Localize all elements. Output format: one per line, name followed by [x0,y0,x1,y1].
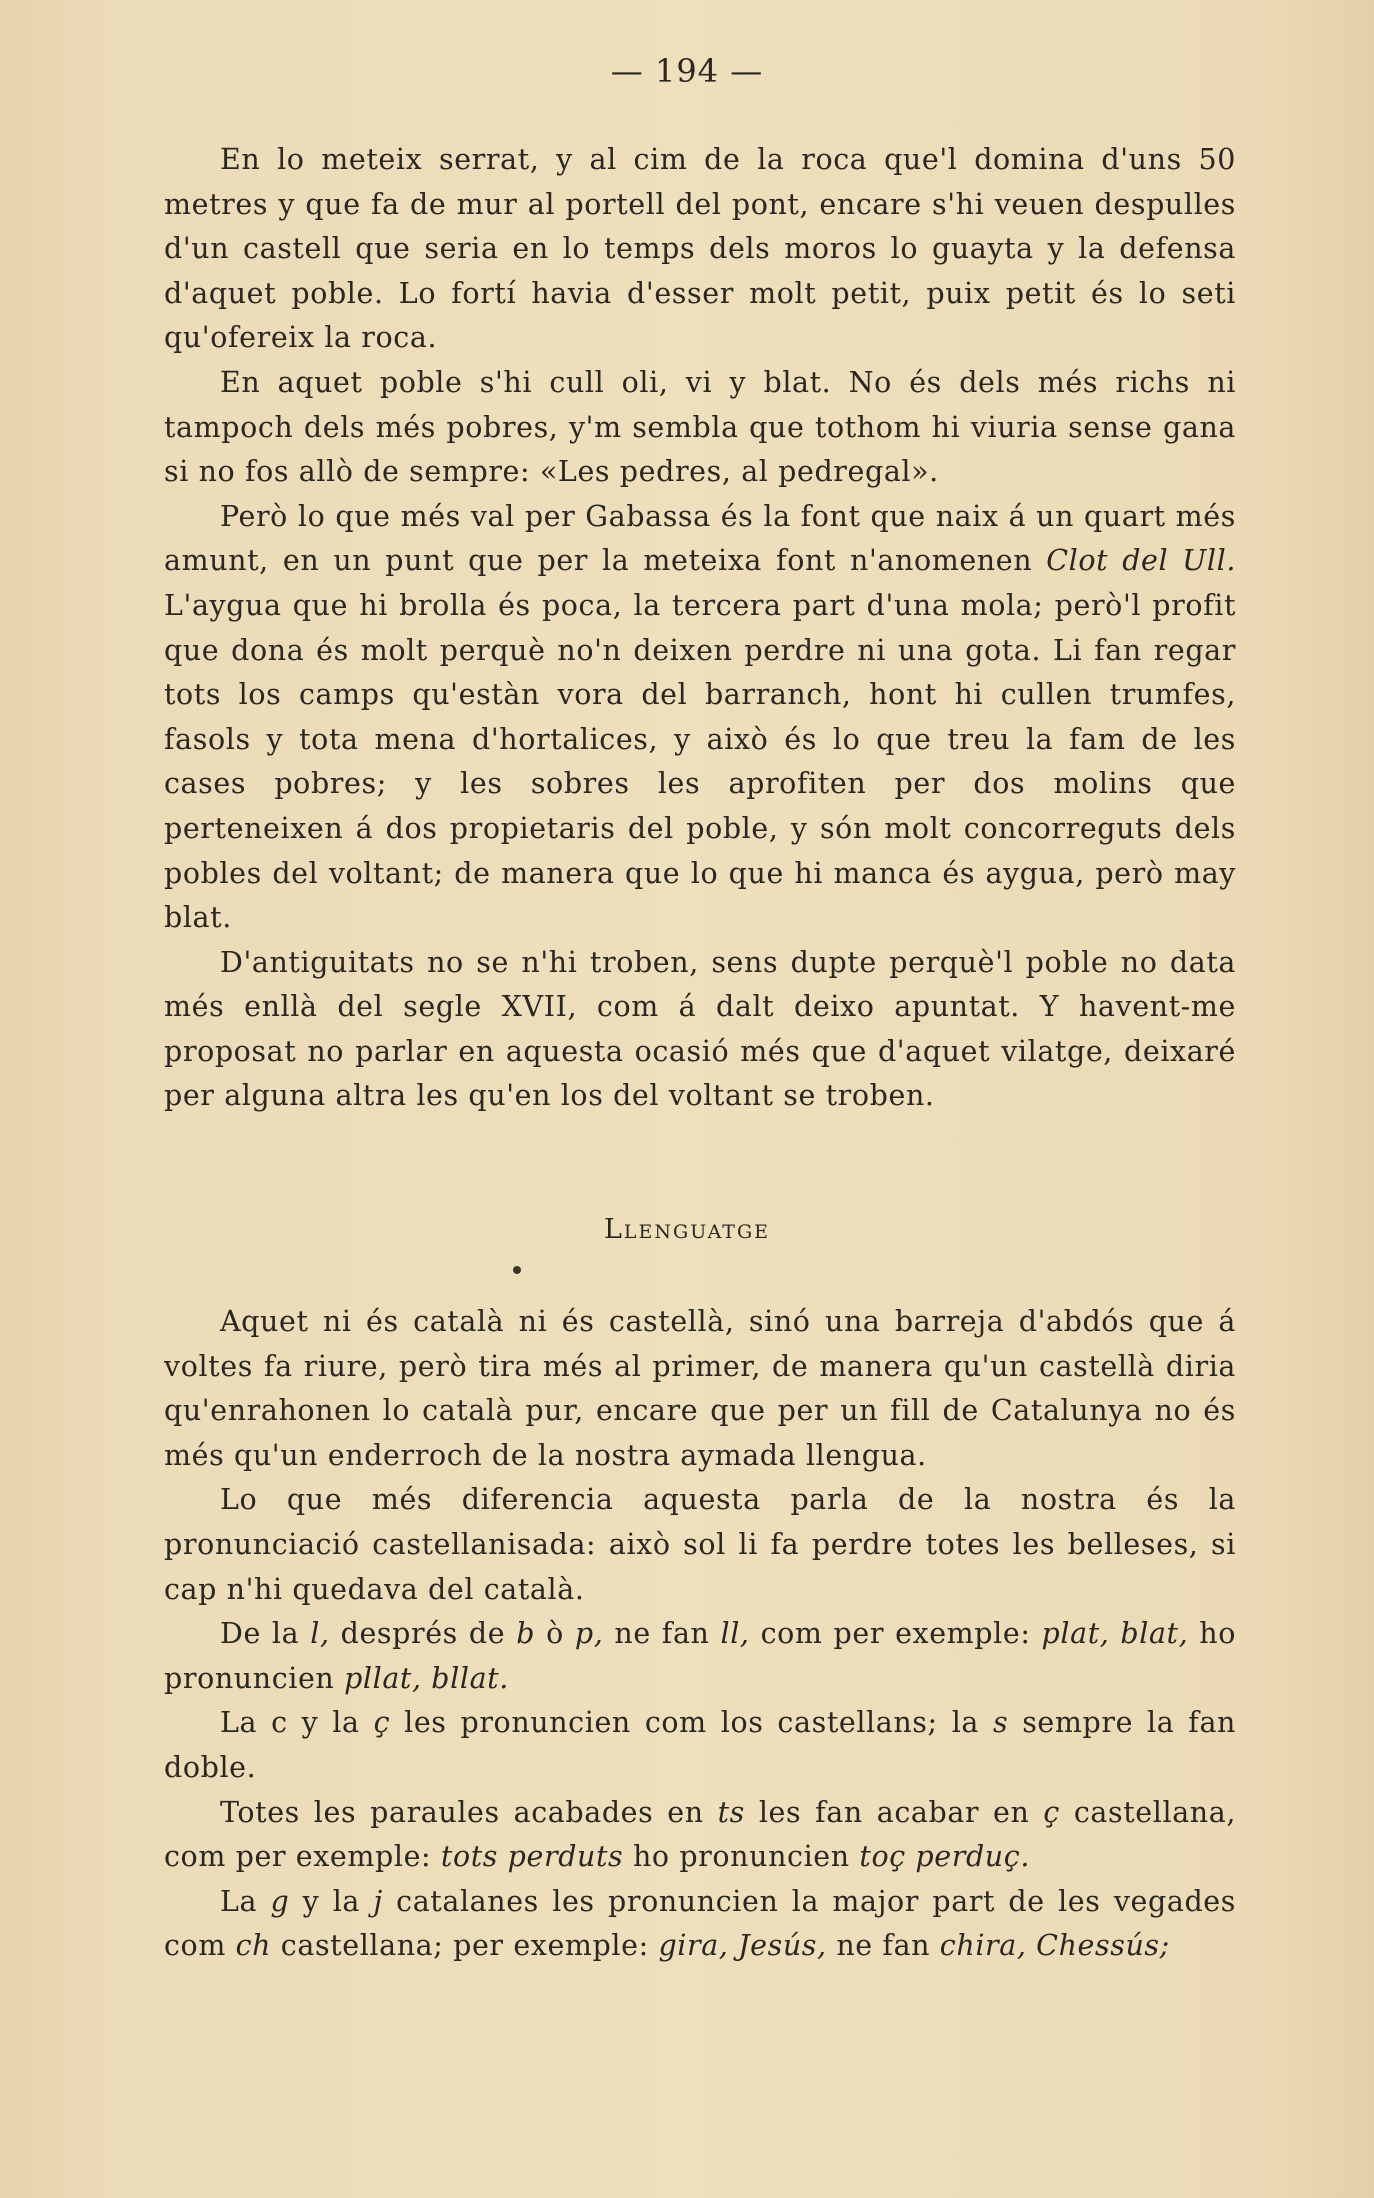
text: com per exemple: [749,1617,1042,1651]
text: ò [535,1617,575,1651]
text: ho pronuncien [623,1840,860,1874]
letter-example: p, [574,1617,604,1651]
word-example: gira, Jesús, [658,1929,827,1963]
word-example: plat, blat, [1041,1617,1189,1651]
section-heading: Llenguatge [603,1214,771,1245]
text: catalanes les pronuncien la major part de les vegades com [164,1884,1236,1963]
text: De la [220,1617,311,1651]
text: ne fan [603,1617,721,1651]
paragraph-spring-text-a: Però lo que més val per Gabassa és la font que naix á un quart més amunt, en un punt que per la meteixa font n'anomenen [164,499,1236,578]
paragraph-spring [164,495,1236,941]
letter-example: b [516,1617,536,1651]
word-example: tots perduts [440,1840,624,1874]
text: La c y la [220,1706,374,1740]
paragraph-castle: En lo meteix serrat, y al cim de la roca que'l domina d'uns 50 metres y que fa de mur al portell del pont, encare s'hi veuen despulles d'un castell que seria en lo temps dels moros lo guayta y la defensa d'aquet poble. Lo fortí havia d'esser molt petit, puix petit és lo seti qu'ofereix la roca. [164,143,1236,355]
text: després de [329,1617,517,1651]
text: ne fan [826,1929,940,1963]
text: Totes les paraules acabades en [220,1795,718,1829]
word-example: pllat, bllat. [344,1661,509,1695]
letter-example: ll, [720,1617,750,1651]
body-text [164,138,1236,1119]
paragraph-ts-rule [164,1791,1236,1880]
letter-example: l, [310,1617,330,1651]
place-name-clot-del-ull: Clot del Ull. [1046,544,1236,578]
page-number: — 194 — [610,52,764,90]
text: les fan acabar en [744,1795,1044,1829]
letter-example: ç [373,1706,391,1740]
letter-example: ts [717,1795,745,1829]
letter-example: j [373,1884,383,1918]
word-example: toç perduç. [859,1840,1030,1874]
language-section-text [164,1300,1236,1969]
letter-example: g [270,1884,290,1918]
letter-example: ç [1043,1795,1060,1829]
text: castellana; per exemple: [271,1929,659,1963]
paragraph-l-rule [164,1612,1236,1701]
text: y la [289,1884,374,1918]
text: ho pronuncien [164,1617,1236,1695]
text: castellana, com per exemple: [164,1795,1236,1874]
text: les pronuncien com los castellans; la [390,1706,993,1740]
paragraph-spring-text-c: L'aygua que hi brolla és poca, la tercera part d'una mola; però'l profit que dona és molt perquè no'n deixen perdre ni una gota. Li fan regar tots los camps qu'estàn vora del barranch, hont hi cullen trumfes, fasols y tota mena d'hortalices, y això és lo que treu la fam de les cases pobres; y les sobres les aprofiten per dos molins que perteneixen á dos propietaris del poble, y són molt concorreguts dels pobles del voltant; de manera que lo que hi manca és aygua, però may blat. [164,588,1236,935]
word-example: chira, Chessús; [939,1929,1170,1963]
letter-example: ch [235,1929,272,1963]
text: sempre la fan doble. [164,1706,1236,1784]
paragraph-crops: En aquet poble s'hi cull oli, vi y blat. No és dels més richs ni tampoch dels més pobres, y'm sembla que tothom hi viuria sense gana si no fos allò de sempre: «Les pedres, al pedregal». [164,365,1236,489]
ink-speck [513,1266,521,1274]
paragraph-language-intro: Aquet ni és català ni és castellà, sinó una barreja d'abdós que á voltes fa riure, però tira més al primer, de manera qu'un castellà diria qu'enrahonen lo català pur, encare que per un fill de Catalunya no és més qu'un enderroch de la nostra aymada llengua. [164,1305,1236,1472]
paragraph-pronunciation: Lo que més diferencia aquesta parla de la nostra és la pronunciació castellanisada: això sol li fa perdre totes les belleses, si cap n'hi quedava del català. [164,1483,1236,1606]
paragraph-g-j-rule [164,1880,1236,1969]
paragraph-antiquities: D'antiguitats no se n'hi troben, sens dupte perquè'l poble no data més enllà del segle XVII, com á dalt deixo apuntat. Y havent-me proposat no parlar en aquesta ocasió més que d'aquet vilatge, deixaré per alguna altra les qu'en los del voltant se troben. [164,945,1236,1113]
letter-example: s [993,1706,1009,1740]
text: La [220,1884,271,1918]
paragraph-c-z-rule [164,1701,1236,1790]
